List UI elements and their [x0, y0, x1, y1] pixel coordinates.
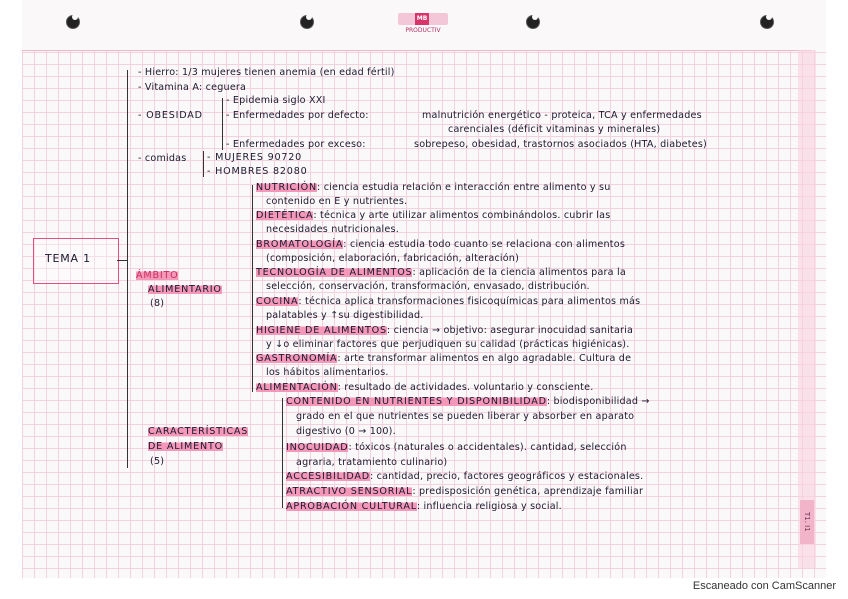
defecto-label: - Enfermedades por defecto: [226, 110, 369, 121]
caract-item-contenido-2: grado en el que nutrientes se pueden liberar y absorber en aparato [296, 411, 635, 422]
scanner-watermark: Escaneado con CamScanner [692, 580, 836, 592]
hombres-line: - HOMBRES 82080 [207, 166, 308, 177]
ambito-count: (8) [150, 298, 165, 309]
caract-title-2: DE ALIMENTO [148, 441, 223, 452]
vitamina-line: - Vitamina A: ceguera [138, 82, 247, 93]
binder-hole-icon [526, 15, 540, 29]
obesidad-label: - OBESIDAD [138, 110, 203, 121]
margin-strip [798, 50, 816, 568]
ambito-item-tecnologia: TECNOLOGÍA DE ALIMENTOS: aplicación de la ciencia alimentos para la [256, 267, 626, 278]
exceso-text: sobrepeso, obesidad, trastornos asociados (HTA, diabetes) [414, 139, 707, 150]
ambito-title-2: ALIMENTARIO [148, 284, 222, 295]
ambito-item-dietetica-2: necesidades nutricionales. [266, 224, 399, 235]
header-divider [22, 50, 812, 51]
page-tab: T1. I1 [800, 500, 814, 544]
tema-title: TEMA 1 [45, 252, 91, 265]
exceso-label: - Enfermedades por exceso: [226, 139, 366, 150]
defecto-text-2: carenciales (déficit vitaminas y minerales) [448, 124, 661, 135]
caract-item-contenido-3: digestivo (0 → 100). [296, 426, 396, 437]
comidas-bracket [203, 151, 204, 177]
ambito-item-bromatologia: BROMATOLOGÍA: ciencia estudia todo cuanto se relaciona con alimentos [256, 239, 626, 250]
ambito-item-bromatologia-2: (composición, elaboración, fabricación, alteración) [266, 253, 520, 264]
main-bracket [127, 70, 128, 468]
mujeres-line: - MUJERES 90720 [207, 152, 303, 163]
ambito-item-gastronomia-2: los hábitos alimentarios. [266, 367, 389, 378]
caract-item-inocuidad: INOCUIDAD: tóxicos (naturales o accidentales). cantidad, selección [286, 442, 627, 453]
brand-logo: MBPRODUCTIV [398, 13, 448, 25]
ambito-title-1: ÁMBITO [136, 270, 179, 281]
ambito-item-dietetica: DIETÉTICA: técnica y arte utilizar alimentos combinándolos. cubrir las [256, 210, 611, 221]
caract-item-atractivo: ATRACTIVO SENSORIAL: predisposición genética, aprendizaje familiar [286, 486, 644, 497]
binder-hole-icon [760, 15, 774, 29]
ambito-item-cocina-2: palatables y ↑su digestibilidad. [266, 310, 424, 321]
ambito-item-tecnologia-2: selección, conservación, transformación, envasado, distribución. [266, 281, 590, 292]
caract-item-accesibilidad: ACCESIBILIDAD: cantidad, precio, factores geográficos y estacionales. [286, 471, 644, 482]
hierro-line: - Hierro: 1/3 mujeres tienen anemia (en edad fértil) [138, 67, 395, 78]
caract-title-1: CARACTERÍSTICAS [148, 426, 249, 437]
ambito-item-nutricion: NUTRICIÓN: ciencia estudia relación e interacción entre alimento y su [256, 182, 611, 193]
epidemia-line: - Epidemia siglo XXI [226, 95, 326, 106]
main-bracket-arm [117, 260, 127, 261]
ambito-item-alimentacion: ALIMENTACIÓN: resultado de actividades. voluntario y consciente. [256, 382, 594, 393]
ambito-bracket [252, 185, 253, 392]
comidas-label: - comidas [138, 153, 187, 164]
obesidad-bracket [222, 98, 223, 150]
ambito-item-higiene: HIGIENE DE ALIMENTOS: ciencia → objetivo: asegurar inocuidad sanitaria [256, 325, 634, 336]
caract-count: (5) [150, 456, 165, 467]
binder-hole-icon [66, 15, 80, 29]
ambito-item-cocina: COCINA: técnica aplica transformaciones fisicoquímicas para alimentos más [256, 296, 641, 307]
ambito-item-gastronomia: GASTRONOMÍA: arte transformar alimentos en algo agradable. Cultura de [256, 353, 632, 364]
ambito-item-nutricion-2: contenido en E y nutrientes. [266, 196, 408, 207]
caract-item-aprobacion: APROBACIÓN CULTURAL: influencia religiosa y social. [286, 501, 562, 512]
caract-bracket [282, 398, 283, 508]
defecto-text-1: malnutrición energético - proteica, TCA y enfermedades [422, 110, 702, 121]
binder-hole-icon [300, 15, 314, 29]
ambito-item-higiene-2: y ↓o eliminar factores que perjudiquen su calidad (prácticas higiénicas). [266, 339, 630, 350]
caract-item-inocuidad-2: agraria, tratamiento culinario) [296, 457, 448, 468]
caract-item-contenido: CONTENIDO EN NUTRIENTES Y DISPONIBILIDAD: biodisponibilidad → [286, 396, 650, 407]
